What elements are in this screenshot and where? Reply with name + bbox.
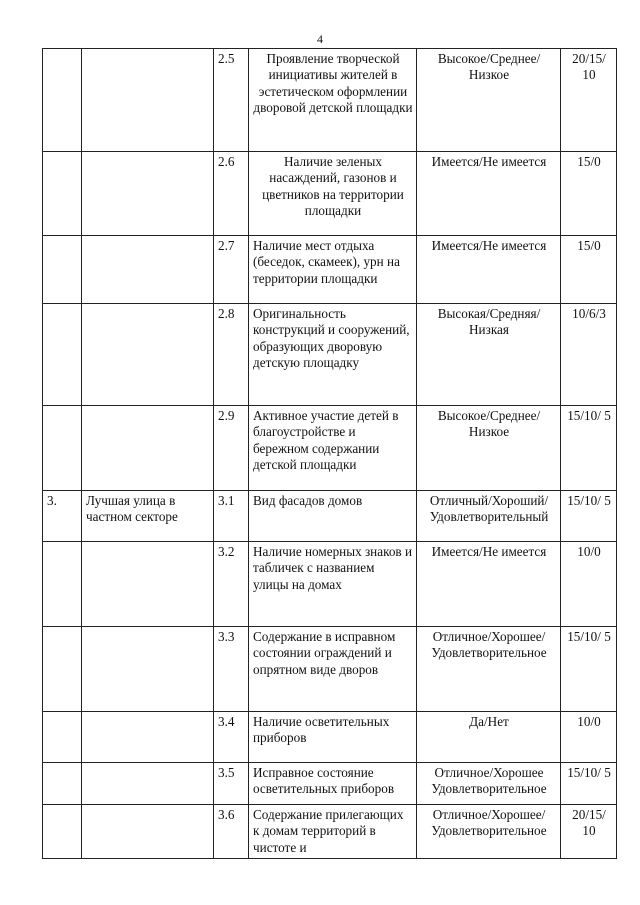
category-name	[82, 406, 214, 491]
evaluation-value: Высокая/Средняя/ Низкая	[417, 304, 561, 406]
indicator-text: Наличие мест отдыха (беседок, скамеек), урн на территории площадки	[249, 236, 417, 304]
evaluation-value: Отличное/Хорошее/ Удовлетворительное	[417, 627, 561, 712]
table-row	[43, 542, 617, 627]
indicator-text: Содержание прилегающих к домам территорий в чистоте и	[249, 805, 417, 859]
points-value: 10/6/3	[561, 304, 617, 406]
category-name	[82, 712, 214, 763]
row-number	[43, 304, 82, 406]
table-row	[43, 627, 617, 712]
evaluation-value: Высокое/Среднее/ Низкое	[417, 49, 561, 152]
indicator-text: Наличие номерных знаков и табличек с названием улицы на домах	[249, 542, 417, 627]
evaluation-value: Да/Нет	[417, 712, 561, 763]
points-value: 15/10/ 5	[561, 406, 617, 491]
table-row	[43, 152, 617, 236]
row-number	[43, 236, 82, 304]
evaluation-value: Высокое/Среднее/ Низкое	[417, 406, 561, 491]
sub-number: 3.6	[214, 805, 249, 859]
evaluation-value: Имеется/Не имеется	[417, 236, 561, 304]
table-row	[43, 712, 617, 763]
table-row	[43, 491, 617, 542]
table-row	[43, 49, 617, 152]
table-row	[43, 763, 617, 805]
points-value: 10/0	[561, 542, 617, 627]
sub-number: 3.5	[214, 763, 249, 805]
row-number	[43, 49, 82, 152]
indicator-text: Наличие зеленых насаждений, газонов и цветников на территории площадки	[249, 152, 417, 236]
indicator-text: Наличие осветительных приборов	[249, 712, 417, 763]
row-number	[43, 152, 82, 236]
points-value: 10/0	[561, 712, 617, 763]
table-row	[43, 236, 617, 304]
points-value: 15/0	[561, 236, 617, 304]
points-value: 20/15/ 10	[561, 805, 617, 859]
category-name	[82, 763, 214, 805]
category-name	[82, 805, 214, 859]
category-name	[82, 49, 214, 152]
points-value: 20/15/ 10	[561, 49, 617, 152]
points-value: 15/0	[561, 152, 617, 236]
category-name	[82, 542, 214, 627]
sub-number: 3.2	[214, 542, 249, 627]
category-name: Лучшая улица в частном секторе	[82, 491, 214, 542]
sub-number: 2.9	[214, 406, 249, 491]
row-number: 3.	[43, 491, 82, 542]
indicator-text: Исправное состояние осветительных приборов	[249, 763, 417, 805]
criteria-table	[42, 48, 617, 859]
evaluation-value: Имеется/Не имеется	[417, 152, 561, 236]
category-name	[82, 236, 214, 304]
category-name	[82, 627, 214, 712]
points-value: 15/10/ 5	[561, 491, 617, 542]
evaluation-value: Отличное/Хорошее Удовлетворительное	[417, 763, 561, 805]
sub-number: 2.6	[214, 152, 249, 236]
indicator-text: Активное участие детей в благоустройстве и бережном содержании детской площадки	[249, 406, 417, 491]
indicator-text: Вид фасадов домов	[249, 491, 417, 542]
indicator-text: Содержание в исправном состоянии ограждений и опрятном виде дворов	[249, 627, 417, 712]
row-number	[43, 406, 82, 491]
evaluation-value: Имеется/Не имеется	[417, 542, 561, 627]
page-number: 4	[317, 32, 323, 46]
table-row	[43, 406, 617, 491]
evaluation-value: Отличный/Хороший/ Удовлетворительный	[417, 491, 561, 542]
indicator-text: Проявление творческой инициативы жителей в эстетическом оформлении дворовой детской площадки	[249, 49, 417, 152]
sub-number: 2.5	[214, 49, 249, 152]
sub-number: 3.4	[214, 712, 249, 763]
row-number	[43, 712, 82, 763]
row-number	[43, 763, 82, 805]
category-name	[82, 304, 214, 406]
table-row	[43, 805, 617, 859]
sub-number: 2.7	[214, 236, 249, 304]
sub-number: 3.1	[214, 491, 249, 542]
table-row	[43, 304, 617, 406]
points-value: 15/10/ 5	[561, 627, 617, 712]
points-value: 15/10/ 5	[561, 763, 617, 805]
indicator-text: Оригинальность конструкций и сооружений, образующих дворовую детскую площадку	[249, 304, 417, 406]
sub-number: 3.3	[214, 627, 249, 712]
category-name	[82, 152, 214, 236]
row-number	[43, 805, 82, 859]
row-number	[43, 542, 82, 627]
row-number	[43, 627, 82, 712]
sub-number: 2.8	[214, 304, 249, 406]
evaluation-value: Отличное/Хорошее/ Удовлетворительное	[417, 805, 561, 859]
